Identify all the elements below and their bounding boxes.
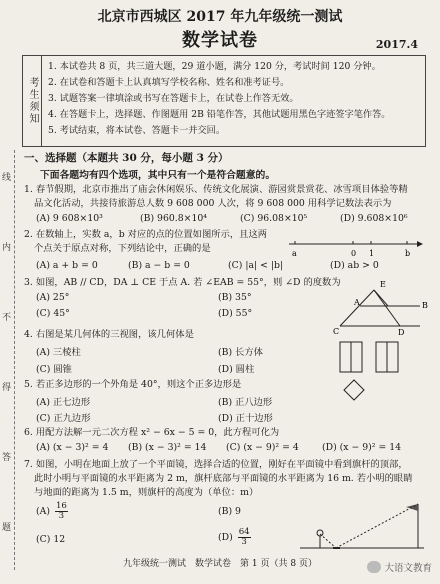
option-d xyxy=(218,528,251,547)
question-line: 此时小明与平面镜的水平距离为 2 m，旗杆底部与平面镜的水平距离为 16 m. 若小明的眼睛 xyxy=(34,473,413,484)
fraction xyxy=(55,502,68,521)
option-d: (D) (x − 9)² = 14 xyxy=(322,442,402,453)
option-a: (A) (x − 3)² = 4 xyxy=(36,442,109,453)
question-line: 个点关于原点对称，下列结论中，正确的是 xyxy=(34,243,211,254)
notice-line: 5. 考试结束，将本试卷、答题卡一并交回。 xyxy=(48,125,226,136)
question-4 xyxy=(24,328,194,342)
option-b: (B) a − b = 0 xyxy=(128,260,190,271)
candidate-notice-box xyxy=(22,55,426,147)
wechat-icon xyxy=(367,561,381,573)
denominator: 3 xyxy=(58,511,65,521)
option-b: (B) (x − 3)² = 14 xyxy=(128,442,207,453)
notice-lines xyxy=(42,56,425,146)
notice-line: 1. 本试卷共 8 页，共三道大题，29 道小题，满分 120 分，考试时间 120 分钟。 xyxy=(48,61,381,72)
side-char: 答 xyxy=(2,453,12,463)
option-c: (C) 12 xyxy=(36,534,66,545)
option-a xyxy=(36,502,68,521)
question-line: 4. 右图是某几何体的三视图，该几何体是 xyxy=(24,329,194,340)
option-c: (C) 圆锥 xyxy=(36,364,72,375)
point-label-b: B xyxy=(422,301,428,310)
question-line: 6. 用配方法解一元二次方程 x² − 6x − 5 = 0，此方程可化为 xyxy=(24,427,280,438)
three-view-figure xyxy=(334,336,424,410)
question-line: 3. 如图，AB // CD，DA ⊥ CE 于点 A. 若 ∠EAB = 55°，则 ∠D 的度数为 xyxy=(24,277,341,288)
question-line: 2. 在数轴上，实数 a，b 对应的点的位置如图所示，且这两 xyxy=(24,229,268,240)
axis-label-b: b xyxy=(405,249,411,258)
option-prefix: (A) xyxy=(36,506,50,517)
numerator: 16 xyxy=(55,501,67,511)
option-a: (A) 正七边形 xyxy=(36,397,91,408)
option-a: (A) 9 608×10³ xyxy=(36,213,103,224)
option-b: (B) 960.8×10⁴ xyxy=(140,213,208,224)
page-footer: 九年级统一测试 数学试卷 第 1 页（共 8 页） xyxy=(123,559,317,569)
option-c: (C) |a| < |b| xyxy=(228,260,284,271)
option-a: (A) a + b = 0 xyxy=(36,260,98,271)
axis-label-1: 1 xyxy=(369,249,375,258)
option-prefix: (D) xyxy=(218,532,233,543)
watermark xyxy=(367,560,432,574)
option-a: (A) 25° xyxy=(36,292,70,303)
option-d: (D) ab > 0 xyxy=(330,260,379,271)
option-c: (C) (x − 9)² = 4 xyxy=(226,442,299,453)
question-1 xyxy=(24,183,408,211)
option-a: (A) 三棱柱 xyxy=(36,347,81,358)
section-instruction: 下面各题均有四个选项，其中只有一个是符合题意的。 xyxy=(40,170,276,181)
option-d: (D) 圆柱 xyxy=(218,364,255,375)
question-7 xyxy=(24,458,413,500)
option-b: (B) 9 xyxy=(218,506,241,517)
notice-label: 考生须知 xyxy=(23,56,42,146)
geometry-figure-q3 xyxy=(330,278,430,336)
option-d: (D) 55° xyxy=(218,308,253,319)
question-5 xyxy=(24,378,241,392)
subject-title: 数学试卷 xyxy=(182,30,258,51)
question-3 xyxy=(24,276,341,290)
point-label-e: E xyxy=(380,280,386,289)
flagpole-mirror-figure xyxy=(296,498,428,554)
side-char: 不 xyxy=(2,313,12,323)
option-c: (C) 45° xyxy=(36,308,70,319)
point-label-c: C xyxy=(333,327,340,336)
side-char: 线 xyxy=(2,173,12,183)
option-d: (D) 9.608×10⁶ xyxy=(340,213,408,224)
option-b: (B) 长方体 xyxy=(218,347,263,358)
side-char: 题 xyxy=(2,523,12,533)
notice-line: 2. 在试卷和答题卡上认真填写学校名称、姓名和准考证号。 xyxy=(48,77,290,88)
number-line-figure xyxy=(285,232,425,258)
numerator: 64 xyxy=(238,527,250,537)
option-b: (B) 正八边形 xyxy=(218,397,273,408)
axis-label-0: 0 xyxy=(351,249,357,258)
question-line: 1. 春节假期，北京市推出了庙会休闲娱乐、传统文化展演、游园赏景赏花、冰雪项目体验等精 xyxy=(24,184,408,195)
point-label-d: D xyxy=(398,328,405,336)
question-line: 7. 如图，小明在地面上放了一个平面镜，选择合适的位置，刚好在平面镜中看到旗杆的顶部， xyxy=(24,459,408,470)
option-d: (D) 正十边形 xyxy=(218,413,273,424)
option-c: (C) 正九边形 xyxy=(36,413,91,424)
axis-label-a: a xyxy=(292,249,297,258)
side-char: 内 xyxy=(2,243,12,253)
exam-date: 2017.4 xyxy=(375,38,418,51)
question-6 xyxy=(24,426,279,440)
question-line: 品文化活动，共接待旅游总人数 9 608 000 人次，将 9 608 000 用科学记数法表示为 xyxy=(34,198,392,209)
watermark-text: 大语文教育 xyxy=(384,563,432,574)
option-c: (C) 96.08×10⁵ xyxy=(240,213,308,224)
side-char: 得 xyxy=(2,383,12,393)
question-2 xyxy=(24,228,267,256)
fraction xyxy=(238,528,251,547)
question-line: 5. 若正多边形的一个外角是 40°，则这个正多边形是 xyxy=(24,379,242,390)
option-b: (B) 35° xyxy=(218,292,252,303)
denominator: 3 xyxy=(241,537,247,547)
binding-margin xyxy=(0,150,15,570)
section-title: 一、选择题（本题共 30 分，每小题 3 分） xyxy=(24,152,229,164)
point-label-a: A xyxy=(354,298,360,307)
question-line: 与地面的距离为 1.5 m，则旗杆的高度为（单位：m） xyxy=(34,487,259,498)
exam-title: 北京市西城区 2017 年九年级统一测试 xyxy=(97,9,343,25)
notice-line: 4. 在答题卡上，选择题、作图题用 2B 铅笔作答，其他试题用黑色字迹签字笔作答。 xyxy=(48,109,391,120)
notice-line: 3. 试题答案一律填涂或书写在答题卡上，在试卷上作答无效。 xyxy=(48,93,299,104)
